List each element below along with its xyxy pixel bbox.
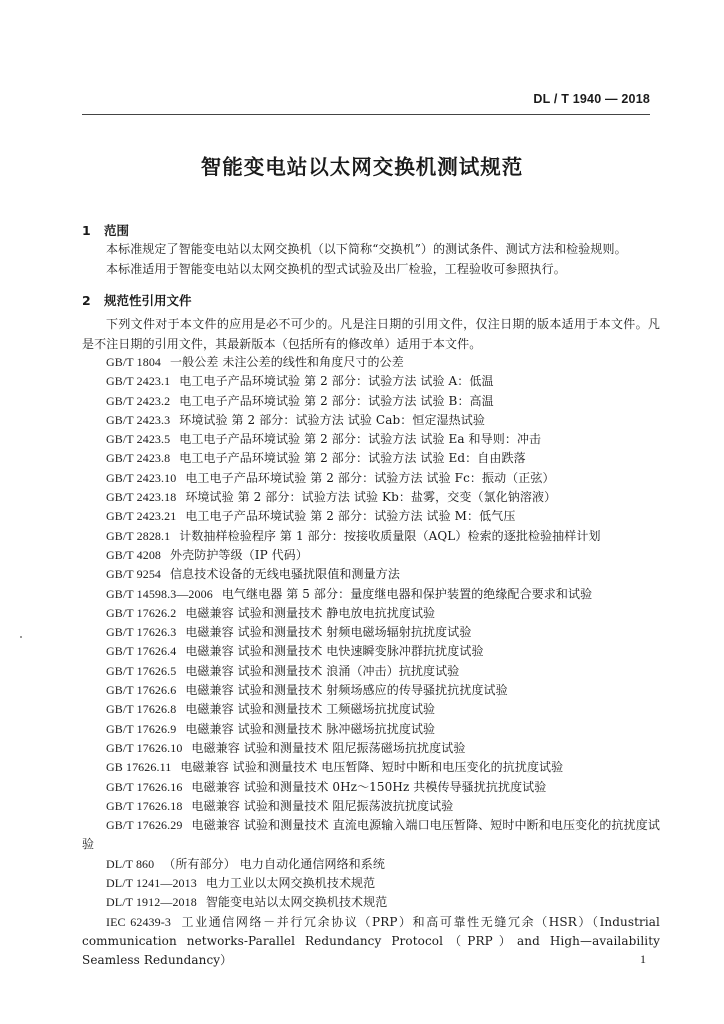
reference-code: GB/T 9254 (106, 567, 162, 582)
reference-title: 一般公差 未注公差的线性和角度尺寸的公差 (170, 355, 404, 369)
reference-title: 电工电子产品环境试验 第 2 部分：试验方法 试验 B：高温 (179, 393, 494, 408)
section-1-paragraph-1: 本标准规定了智能变电站以太网交换机（以下简称“交换机”）的测试条件、测试方法和检验规则。 (106, 242, 627, 256)
reference-code: GB/T 2423.8 (106, 451, 171, 466)
reference-title: 电磁兼容 试验和测量技术 静电放电抗扰度试验 (185, 605, 436, 620)
reference-title: 电磁兼容 试验和测量技术 电压暂降、短时中断和电压变化的抗扰度试验 (180, 760, 564, 775)
reference-code: GB/T 1804 (106, 355, 162, 369)
reference-code: GB/T 17626.29 (106, 818, 183, 833)
reference-item (82, 874, 660, 893)
reference-title: 电磁兼容 试验和测量技术 浪涌（冲击）抗扰度试验 (185, 663, 460, 678)
reference-item (82, 585, 660, 604)
reference-title: 电磁兼容 试验和测量技术 射频电磁场辐射抗扰度试验 (185, 625, 472, 640)
reference-item (82, 913, 660, 971)
header-standard-code: DL / T 1940 — 2018 (533, 92, 650, 106)
reference-title: 电磁兼容 试验和测量技术 工频磁场抗扰度试验 (185, 702, 436, 717)
reference-title: 电工电子产品环境试验 第 2 部分：试验方法 试验 Fc：振动（正弦） (185, 470, 555, 485)
reference-code: GB/T 4208 (106, 547, 162, 562)
reference-code: GB/T 2423.3 (106, 412, 171, 427)
reference-code: GB/T 2423.5 (106, 432, 171, 447)
reference-item (82, 739, 660, 758)
reference-code: GB/T 17626.5 (106, 663, 177, 678)
reference-code: GB/T 17626.9 (106, 721, 177, 736)
reference-title: 工业通信网络－并行冗余协议（PRP）和高可靠性无缝冗余（HSR）（Industrial communication networks-Parallel Redundancy Protocol（PRP）and High—availability Seamless Redundancy） (82, 914, 660, 968)
reference-title: （所有部分） 电力自动化通信网络和系统 (163, 856, 385, 871)
reference-code: GB/T 17626.2 (106, 605, 177, 620)
reference-code: GB/T 17626.18 (106, 798, 183, 813)
reference-code: GB/T 2423.10 (106, 470, 177, 485)
reference-item (82, 449, 660, 468)
reference-title: 电力工业以太网交换机技术规范 (205, 876, 376, 891)
reference-title: 电磁兼容 试验和测量技术 直流电源输入端口电压暂降、短时中断和电压变化的抗扰度试验 (82, 818, 660, 852)
reference-code: GB/T 17626.16 (106, 779, 183, 794)
reference-list (82, 353, 660, 971)
reference-item (82, 642, 660, 661)
reference-title: 环境试验 第 2 部分：试验方法 试验 Kb：盐雾，交变（氯化钠溶液） (185, 490, 557, 505)
reference-code: GB/T 14598.3—2006 (106, 586, 213, 601)
reference-item (82, 488, 660, 507)
reference-title: 电磁兼容 试验和测量技术 阻尼振荡磁场抗扰度试验 (191, 740, 466, 755)
reference-code: GB/T 2423.1 (106, 374, 171, 389)
section-1-heading (82, 221, 129, 239)
scan-speck (20, 636, 22, 638)
reference-code: DL/T 1241—2013 (106, 876, 197, 891)
reference-item (82, 392, 660, 411)
reference-title: 电工电子产品环境试验 第 2 部分：试验方法 试验 A：低温 (179, 374, 494, 389)
reference-item (82, 855, 660, 874)
reference-item (82, 720, 660, 739)
reference-title: 计数抽样检验程序 第 1 部分：按接收质量限（AQL）检索的逐批检验抽样计划 (179, 528, 601, 543)
reference-code: GB/T 17626.10 (106, 740, 183, 755)
reference-item (82, 411, 660, 430)
reference-item (82, 816, 660, 855)
reference-item (82, 353, 660, 372)
page-number: 1 (640, 952, 646, 966)
reference-title: 电磁兼容 试验和测量技术 阻尼振荡波抗扰度试验 (191, 798, 454, 813)
reference-item (82, 758, 660, 777)
reference-title: 电工电子产品环境试验 第 2 部分：试验方法 试验 Ed：自由跌落 (179, 451, 526, 466)
reference-title: 电磁兼容 试验和测量技术 电快速瞬变脉冲群抗扰度试验 (185, 644, 484, 659)
reference-code: IEC 62439-3 (106, 914, 171, 929)
reference-title: 智能变电站以太网交换机技术规范 (205, 895, 388, 910)
reference-code: GB 17626.11 (106, 760, 172, 775)
reference-item (82, 372, 660, 391)
reference-item (82, 623, 660, 642)
reference-title: 外壳防护等级（IP 代码） (170, 547, 308, 562)
reference-item (82, 797, 660, 816)
section-1-number: 1 (82, 223, 91, 238)
reference-item (82, 893, 660, 912)
reference-code: GB/T 2423.18 (106, 490, 177, 505)
reference-code: GB/T 2423.21 (106, 509, 177, 524)
reference-code: GB/T 2828.1 (106, 528, 171, 543)
section-2-title: 规范性引用文件 (104, 293, 192, 308)
reference-item (82, 604, 660, 623)
reference-code: DL/T 1912—2018 (106, 895, 197, 910)
section-2-intro: 下列文件对于本文件的应用是必不可少的。凡是注日期的引用文件，仅注日期的版本适用于本文件。凡是不注日期的引用文件，其最新版本（包括所有的修改单）适用于本文件。 (82, 317, 660, 351)
reference-code: GB/T 17626.8 (106, 702, 177, 717)
reference-title: 电气继电器 第 5 部分：量度继电器和保护装置的绝缘配合要求和试验 (221, 586, 593, 601)
reference-code: GB/T 17626.6 (106, 683, 177, 698)
reference-item (82, 430, 660, 449)
reference-title: 电工电子产品环境试验 第 2 部分：试验方法 试验 M：低气压 (185, 509, 516, 524)
reference-item (82, 565, 660, 584)
reference-code: GB/T 17626.4 (106, 644, 177, 659)
reference-title: 电磁兼容 试验和测量技术 0Hz～150Hz 共模传导骚扰抗扰度试验 (191, 779, 547, 794)
reference-title: 信息技术设备的无线电骚扰限值和测量方法 (170, 567, 400, 582)
section-1-paragraph-2: 本标准适用于智能变电站以太网交换机的型式试验及出厂检验，工程验收可参照执行。 (106, 262, 566, 276)
document-title: 智能变电站以太网交换机测试规范 (200, 155, 524, 179)
reference-code: DL/T 860 (106, 856, 155, 871)
reference-item (82, 778, 660, 797)
reference-title: 电工电子产品环境试验 第 2 部分：试验方法 试验 Ea 和导则：冲击 (179, 432, 542, 447)
reference-code: GB/T 17626.3 (106, 625, 177, 640)
section-2-number: 2 (82, 293, 91, 308)
reference-item (82, 700, 660, 719)
reference-item (82, 546, 660, 565)
reference-item (82, 662, 660, 681)
reference-item (82, 507, 660, 526)
header-rule (82, 114, 650, 115)
reference-title: 电磁兼容 试验和测量技术 脉冲磁场抗扰度试验 (185, 721, 436, 736)
reference-item (82, 681, 660, 700)
reference-title: 电磁兼容 试验和测量技术 射频场感应的传导骚扰抗扰度试验 (185, 683, 508, 698)
section-1-title: 范围 (104, 223, 130, 238)
reference-code: GB/T 2423.2 (106, 393, 171, 408)
reference-title: 环境试验 第 2 部分：试验方法 试验 Cab：恒定湿热试验 (179, 412, 485, 427)
reference-item (82, 527, 660, 546)
section-2-heading (82, 291, 192, 309)
reference-item (82, 469, 660, 488)
